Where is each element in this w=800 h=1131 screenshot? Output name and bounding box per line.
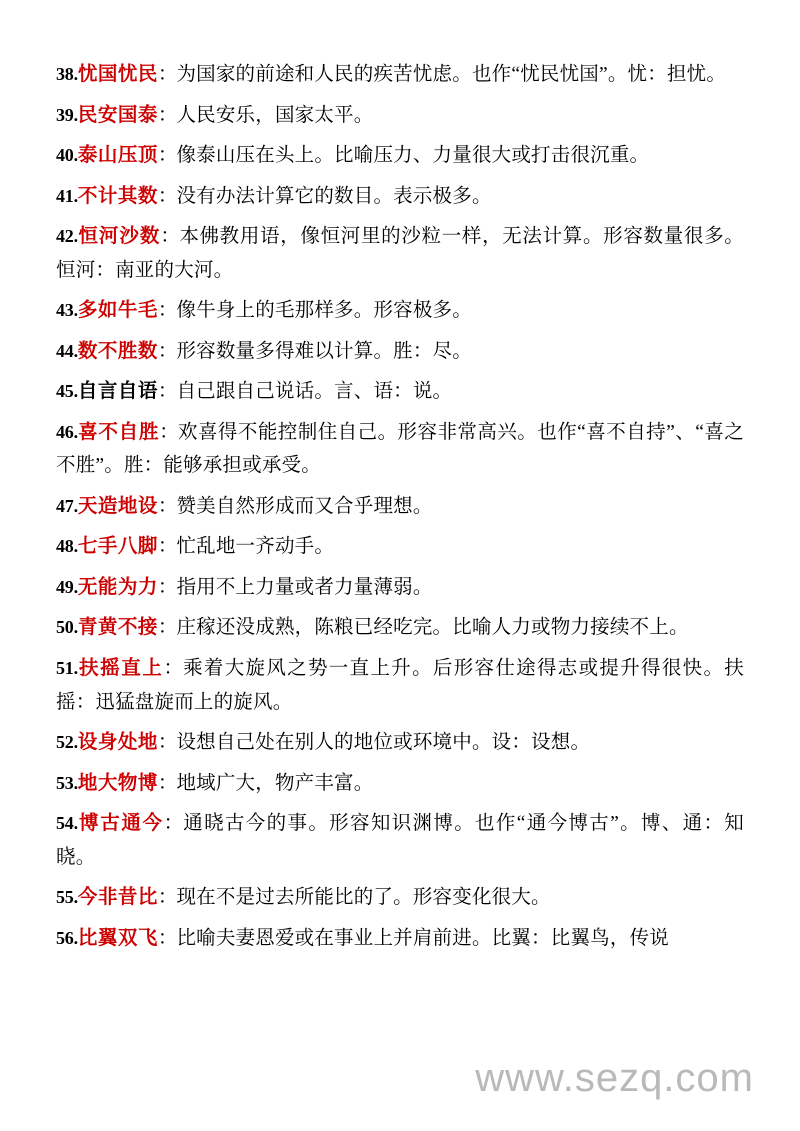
- entry-separator: ：: [157, 732, 177, 754]
- entry-separator: ：: [157, 887, 177, 909]
- entry-number: 43.: [56, 300, 78, 321]
- idiom-entry: [56, 180, 744, 214]
- idiom-entry: [56, 490, 744, 524]
- idiom-entry: [56, 726, 744, 760]
- entry-term: 扶摇直上: [77, 657, 164, 679]
- entry-term: 数不胜数: [77, 340, 158, 362]
- idiom-entry: [56, 881, 744, 915]
- entry-definition: 赞美自然形成而又合乎理想。: [176, 495, 433, 517]
- idiom-entry: [56, 611, 744, 645]
- entry-definition: 比喻夫妻恩爱或在事业上并肩前进。比翼：比翼鸟，传说: [176, 927, 669, 949]
- entry-separator: ：: [163, 657, 184, 679]
- entry-separator: ：: [157, 300, 177, 322]
- entry-term: 自言自语: [77, 381, 158, 403]
- entry-term: 博古通今: [77, 813, 164, 835]
- entry-term: 恒河沙数: [77, 226, 161, 248]
- idiom-entry: [56, 294, 744, 328]
- entry-definition: 欢喜得不能控制住自己。形容非常高兴。也作“喜不自持”、“喜之不胜”。胜：能够承担或承受。: [56, 421, 744, 477]
- entry-definition: 设想自己处在别人的地位或环境中。设：设想。: [176, 732, 591, 754]
- entry-separator: ：: [157, 617, 177, 639]
- entry-definition: 现在不是过去所能比的了。形容变化很大。: [176, 887, 551, 909]
- entry-separator: ：: [157, 536, 177, 558]
- entry-term: 泰山压顶: [77, 145, 158, 167]
- entry-term: 不计其数: [77, 185, 158, 207]
- entry-number: 39.: [56, 104, 78, 125]
- idiom-entry: [56, 767, 744, 801]
- entry-definition: 没有办法计算它的数目。表示极多。: [176, 185, 492, 207]
- entry-number: 56.: [56, 927, 78, 948]
- entry-number: 38.: [56, 64, 78, 84]
- entry-definition: 本佛教用语，像恒河里的沙粒一样，无法计算。形容数量很多。恒河：南亚的大河。: [56, 226, 744, 281]
- idiom-entry: [56, 922, 744, 956]
- entry-term: 多如牛毛: [77, 300, 158, 322]
- entry-number: 41.: [56, 185, 78, 206]
- entry-separator: ：: [163, 813, 184, 835]
- entry-number: 54.: [56, 813, 78, 834]
- site-watermark: www.sezq.com: [475, 1056, 754, 1100]
- entry-separator: ：: [157, 381, 177, 403]
- idiom-entry: [56, 375, 744, 409]
- entry-separator: ：: [157, 576, 177, 598]
- entry-number: 51.: [56, 657, 78, 678]
- idiom-entry: [56, 335, 744, 369]
- idiom-entry: [56, 416, 744, 483]
- entry-term: 民安国泰: [77, 104, 158, 126]
- idiom-entry: [56, 99, 744, 133]
- entry-number: 50.: [56, 617, 78, 638]
- entry-definition: 人民安乐，国家太平。: [176, 104, 374, 126]
- entry-separator: ：: [157, 340, 177, 362]
- entry-number: 45.: [56, 381, 78, 402]
- entry-term: 地大物博: [77, 772, 158, 794]
- entry-definition: 忙乱地一齐动手。: [176, 536, 335, 558]
- entry-number: 44.: [56, 340, 78, 361]
- entry-definition: 指用不上力量或者力量薄弱。: [176, 576, 433, 598]
- entry-term: 青黄不接: [77, 617, 158, 639]
- entry-term: 喜不自胜: [77, 421, 160, 443]
- entry-definition: 像牛身上的毛那样多。形容极多。: [176, 300, 472, 322]
- idiom-entry: [56, 571, 744, 605]
- entry-separator: ：: [157, 64, 177, 85]
- entry-separator: ：: [159, 421, 178, 443]
- entry-definition: 为国家的前途和人民的疾苦忧虑。也作“忧民忧国”。忧：担忧。: [176, 64, 727, 85]
- entry-definition: 乘着大旋风之势一直上升。后形容仕途得志或提升得很快。扶摇：迅猛盘旋而上的旋风。: [56, 657, 744, 713]
- entry-definition: 自己跟自己说话。言、语：说。: [176, 381, 453, 403]
- entry-term: 天造地设: [77, 495, 158, 517]
- entry-term: 今非昔比: [77, 887, 158, 909]
- entry-term: 设身处地: [77, 732, 158, 754]
- entry-number: 52.: [56, 732, 78, 753]
- idiom-entry: [56, 530, 744, 564]
- entry-separator: ：: [157, 185, 177, 207]
- entry-term: 比翼双飞: [77, 927, 158, 949]
- entry-definition: 庄稼还没成熟，陈粮已经吃完。比喻人力或物力接续不上。: [176, 617, 689, 639]
- entry-term: 七手八脚: [77, 536, 158, 558]
- entry-number: 47.: [56, 495, 78, 516]
- entry-definition: 形容数量多得难以计算。胜：尽。: [176, 340, 472, 362]
- idiom-entry: [56, 652, 744, 719]
- entry-definition: 通晓古今的事。形容知识渊博。也作“通今博古”。博、通：知晓。: [56, 813, 744, 868]
- idiom-entry: [56, 58, 744, 92]
- entry-term: 忧国忧民: [77, 64, 158, 85]
- idiom-entry: [56, 139, 744, 173]
- entry-separator: ：: [160, 226, 180, 248]
- entry-definition: 地域广大，物产丰富。: [176, 772, 374, 794]
- entry-separator: ：: [157, 772, 177, 794]
- idiom-entry: [56, 807, 744, 874]
- entry-separator: ：: [157, 104, 177, 126]
- entry-number: 40.: [56, 145, 78, 166]
- entry-number: 48.: [56, 536, 78, 557]
- entry-number: 55.: [56, 887, 78, 908]
- entry-definition: 像泰山压在头上。比喻压力、力量很大或打击很沉重。: [176, 145, 650, 167]
- entry-separator: ：: [157, 927, 177, 949]
- entry-term: 无能为力: [77, 576, 158, 598]
- entry-number: 49.: [56, 576, 78, 597]
- entry-separator: ：: [157, 145, 177, 167]
- entry-number: 46.: [56, 421, 78, 442]
- idiom-entry: [56, 220, 744, 287]
- entry-number: 42.: [56, 226, 78, 247]
- entry-separator: ：: [157, 495, 177, 517]
- entry-number: 53.: [56, 772, 78, 793]
